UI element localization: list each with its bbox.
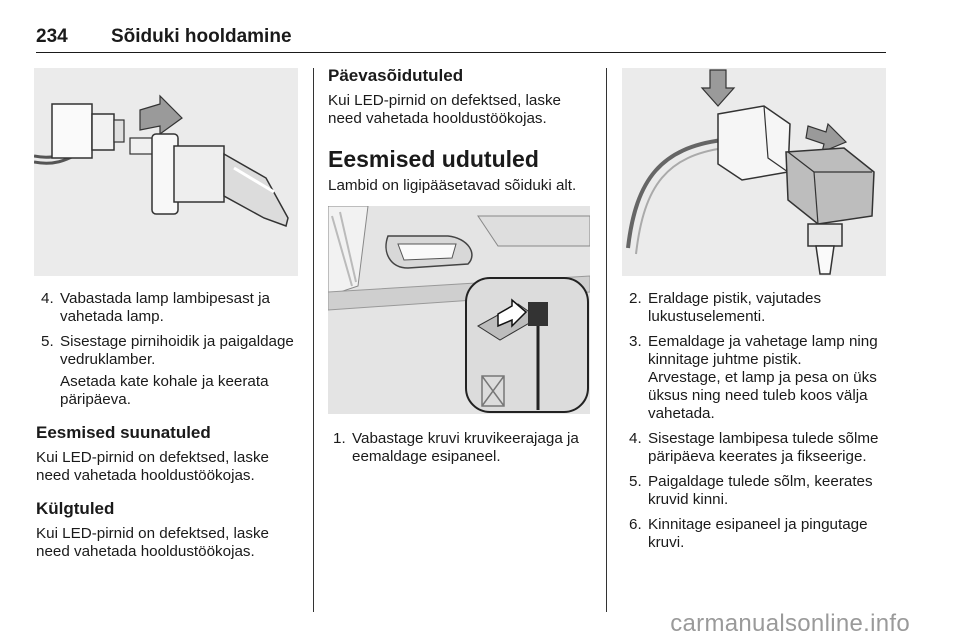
fog-light-access-illustration: [328, 206, 590, 414]
step-text: Kinnitage esipaneel ja pingutage kruvi.: [648, 516, 868, 551]
column-divider-1: [313, 68, 314, 612]
step-item: [328, 430, 590, 466]
step-number: 4.: [41, 290, 54, 307]
step-item: [36, 333, 298, 369]
step-number: 2.: [629, 290, 642, 307]
step-item: [624, 430, 890, 466]
step-number: 3.: [629, 333, 642, 350]
page-title: Sõiduki hooldamine: [111, 26, 292, 47]
right-column: [624, 290, 890, 559]
step-item: [624, 290, 890, 326]
step-text: Vabastada lamp lambipesast ja vahetada lamp.: [60, 290, 270, 325]
step-text: Paigaldage tulede sõlm, keerates kruvid kinni.: [648, 473, 873, 508]
step-number: 5.: [629, 473, 642, 490]
step-text: Sisestage lambipesa tulede sõlme päripäeva keerates ja fikseerige.: [648, 430, 879, 465]
watermark: carmanualsonline.info: [670, 610, 910, 637]
section-body: Kui LED-pirnid on defektsed, laske need vahetada hooldustöökojas.: [36, 449, 270, 484]
connector-bulb-illustration: [622, 68, 886, 276]
middle-column: [328, 66, 590, 202]
section-body: Lambid on ligipääsetavad sõiduki alt.: [328, 177, 577, 194]
step-number: 4.: [629, 430, 642, 447]
step-item: [36, 290, 298, 326]
step-text: Vabastage kruvi kruvikeerajaga ja eemaldage esipaneel.: [352, 430, 579, 465]
step-item: [624, 473, 890, 509]
section-body: Kui LED-pirnid on defektsed, laske need vahetada hooldustöökojas.: [36, 525, 270, 560]
section-heading: Eesmised suunatuled: [36, 423, 211, 442]
bulb-removal-illustration: [34, 68, 298, 276]
step-number: 1.: [333, 430, 346, 447]
step-text: Eraldage pistik, vajutades lukustuselementi.: [648, 290, 822, 325]
step-item: [624, 333, 890, 423]
step-text: Sisestage pirnihoidik ja paigaldage vedruklamber.: [60, 333, 294, 368]
left-column: [36, 290, 298, 568]
column-divider-2: [606, 68, 607, 612]
page-number: 234: [36, 26, 68, 47]
section-body: Kui LED-pirnid on defektsed, laske need vahetada hooldustöökojas.: [328, 92, 562, 127]
middle-column-steps: [328, 430, 590, 473]
section-heading-large: Eesmised udutuled: [328, 146, 539, 172]
section-heading: Päevasõidutuled: [328, 66, 464, 85]
page-header: [36, 26, 886, 53]
step-number: 5.: [41, 333, 54, 350]
step-item: [624, 516, 890, 552]
step-number: 6.: [629, 516, 642, 533]
step-note: Arvestage, et lamp ja pesa on üks üksus ning need tuleb koos välja vahetada.: [648, 369, 877, 422]
step-note: Asetada kate kohale ja keerata päripäeva.: [60, 373, 269, 408]
step-text: Eemaldage ja vahetage lamp ning kinnitage juhtme pistik.: [648, 333, 878, 368]
section-heading: Külgtuled: [36, 499, 115, 518]
